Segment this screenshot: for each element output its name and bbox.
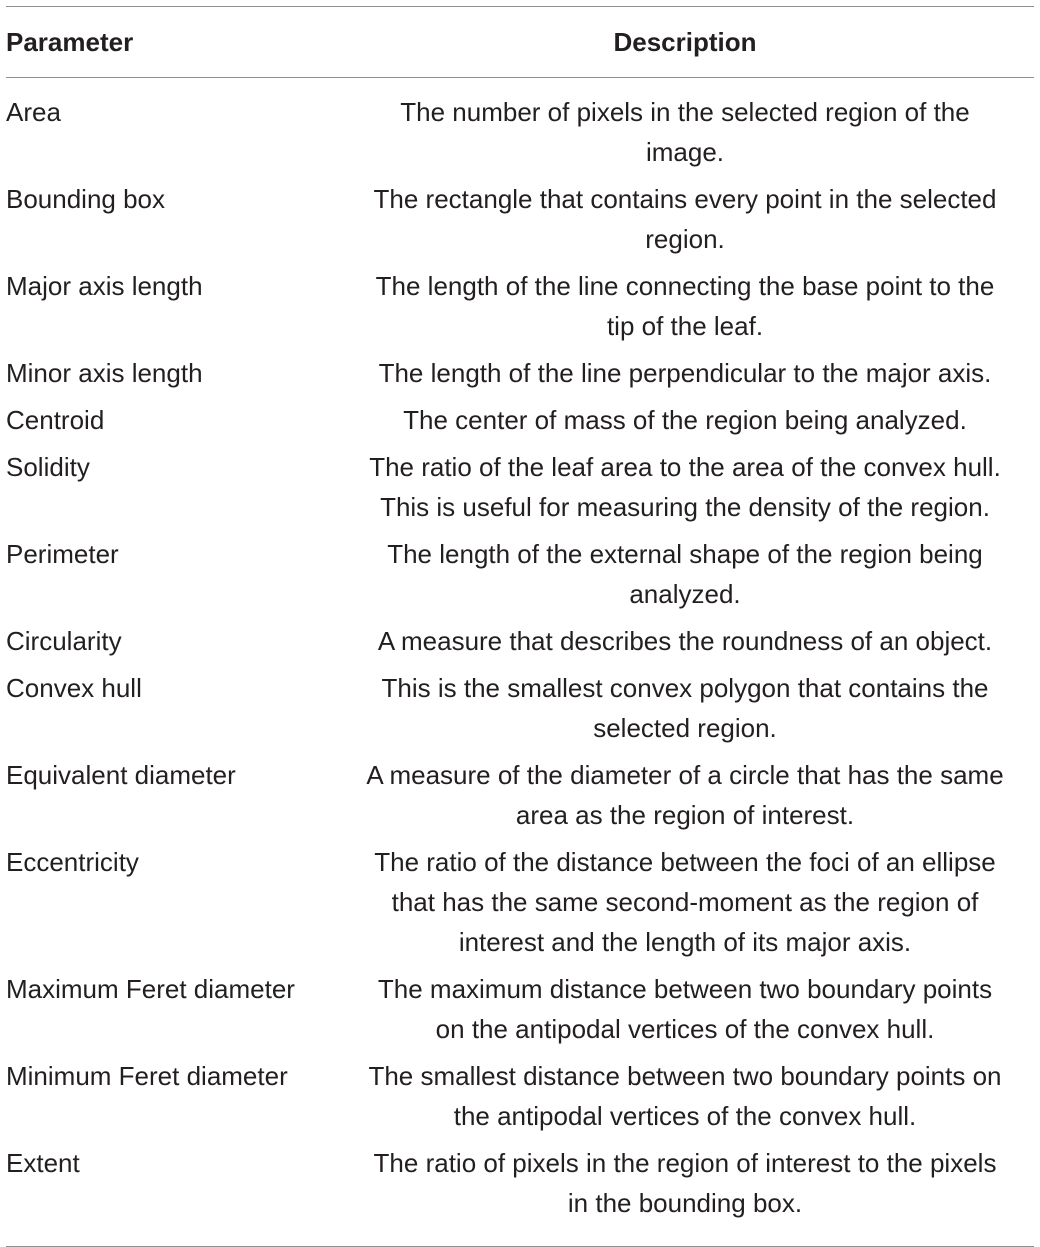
parameter-cell: Centroid <box>6 405 105 435</box>
description-line: This is the smallest convex polygon that contains the <box>381 673 989 703</box>
description-line: on the antipodal vertices of the convex hull. <box>435 1014 935 1044</box>
description-line: interest and the length of its major axis. <box>458 927 912 957</box>
description-line: A measure that describes the roundness of an object. <box>377 626 993 656</box>
table-row <box>6 668 1034 755</box>
header-description: Description <box>613 26 757 57</box>
description-line: analyzed. <box>629 579 741 609</box>
description-line: tip of the leaf. <box>606 311 764 341</box>
table-body <box>6 78 1034 1246</box>
description-cell <box>336 534 1034 614</box>
description-line: selected region. <box>593 713 777 743</box>
table-row <box>6 842 1034 969</box>
description-line: region. <box>645 224 725 254</box>
description-line: The number of pixels in the selected region of the <box>400 97 970 127</box>
table-row <box>6 353 1034 400</box>
description-cell <box>336 1143 1034 1223</box>
description-line: The center of mass of the region being analyzed. <box>403 405 967 435</box>
description-line: The length of the line perpendicular to the major axis. <box>378 358 992 388</box>
table-row <box>6 969 1034 1056</box>
parameter-cell: Bounding box <box>6 184 166 214</box>
table-row <box>6 534 1034 621</box>
description-line: that has the same second-moment as the region of <box>391 887 979 917</box>
parameter-cell: Eccentricity <box>6 847 139 877</box>
parameter-table <box>6 6 1034 1247</box>
description-cell <box>336 1056 1034 1136</box>
table-row <box>6 266 1034 353</box>
description-line: area as the region of interest. <box>515 800 855 830</box>
description-cell <box>336 621 1034 661</box>
description-cell <box>336 842 1034 962</box>
table-row <box>6 755 1034 842</box>
table-row <box>6 400 1034 447</box>
parameter-cell: Minimum Feret diameter <box>6 1061 288 1091</box>
table-row <box>6 621 1034 668</box>
description-line: A measure of the diameter of a circle that has the same <box>366 760 1004 790</box>
table-row <box>6 1056 1034 1143</box>
parameter-cell: Minor axis length <box>6 358 203 388</box>
description-cell <box>336 353 1034 393</box>
table-row <box>6 447 1034 534</box>
parameter-cell: Extent <box>6 1148 80 1178</box>
description-line: The smallest distance between two boundary points on <box>368 1061 1002 1091</box>
table-row <box>6 1143 1034 1230</box>
description-cell <box>336 266 1034 346</box>
description-line: The ratio of pixels in the region of interest to the pixels <box>373 1148 997 1178</box>
description-cell <box>336 969 1034 1049</box>
description-line: The ratio of the leaf area to the area of the convex hull. <box>369 452 1001 482</box>
parameter-cell: Area <box>6 97 61 127</box>
parameter-cell: Equivalent diameter <box>6 760 236 790</box>
description-cell <box>336 92 1034 172</box>
description-cell <box>336 755 1034 835</box>
parameter-cell: Major axis length <box>6 271 203 301</box>
description-line: the antipodal vertices of the convex hull. <box>453 1101 917 1131</box>
description-line: in the bounding box. <box>567 1188 803 1218</box>
description-cell <box>336 668 1034 748</box>
description-line: The length of the external shape of the region being <box>387 539 983 569</box>
parameter-cell: Circularity <box>6 626 122 656</box>
parameter-cell: Convex hull <box>6 673 142 703</box>
parameter-cell: Solidity <box>6 452 90 482</box>
description-cell <box>336 179 1034 259</box>
parameter-cell: Maximum Feret diameter <box>6 974 295 1004</box>
description-line: image. <box>645 137 725 167</box>
description-line: The length of the line connecting the base point to the <box>375 271 995 301</box>
table-header <box>6 7 1034 77</box>
header-parameter: Parameter <box>6 26 134 57</box>
description-line: The ratio of the distance between the foci of an ellipse <box>374 847 996 877</box>
description-cell <box>336 447 1034 527</box>
parameter-cell: Perimeter <box>6 539 119 569</box>
table-row <box>6 179 1034 266</box>
description-line: This is useful for measuring the density of the region. <box>380 492 990 522</box>
description-line: The rectangle that contains every point in the selected <box>373 184 997 214</box>
description-cell <box>336 400 1034 440</box>
description-line: The maximum distance between two boundary points <box>377 974 993 1004</box>
table-row <box>6 92 1034 179</box>
